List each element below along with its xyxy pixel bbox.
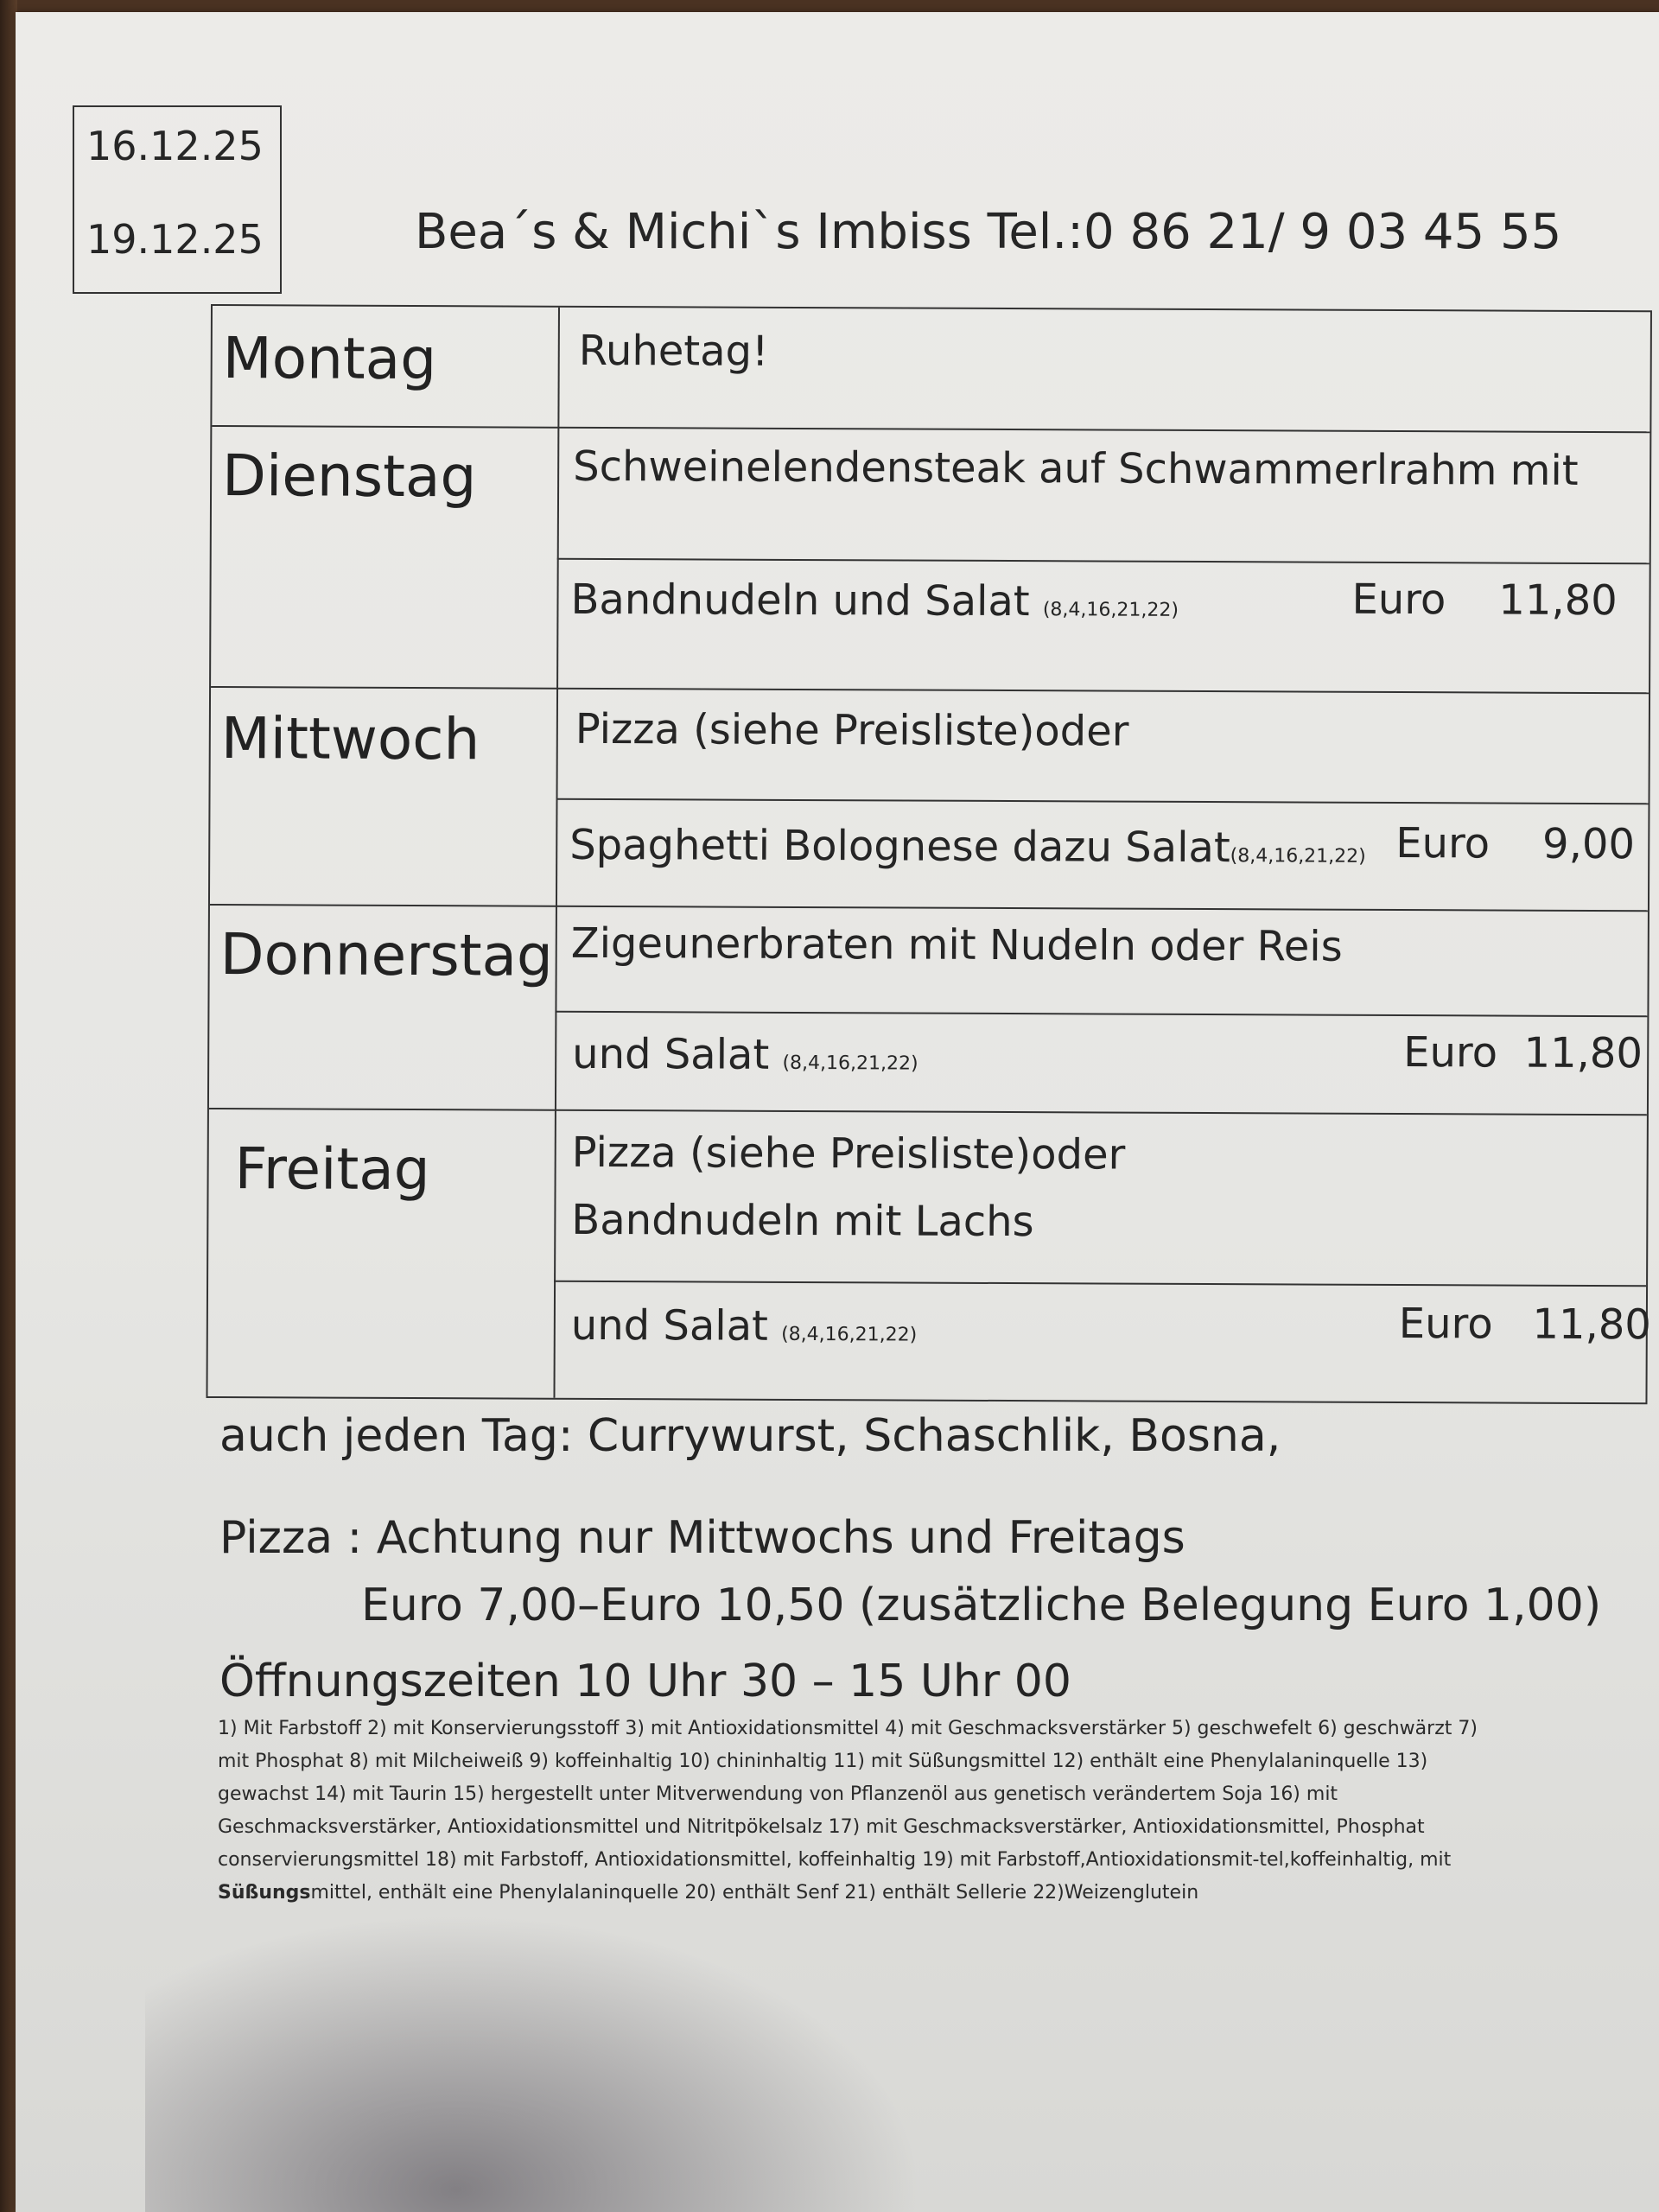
pizza-note: Pizza : Achtung nur Mittwochs und Freitags — [219, 1512, 1185, 1564]
allergen-codes: (8,4,16,21,22) — [782, 1052, 918, 1075]
allergen-codes: (8,4,16,21,22) — [1042, 599, 1179, 621]
price-mittwoch — [1395, 819, 1635, 868]
weekly-menu-table — [206, 304, 1652, 1404]
dish-donnerstag-line1: Zigeunerbraten mit Nudeln oder Reis — [570, 918, 1343, 971]
row-divider — [555, 1011, 1647, 1018]
column-divider — [553, 308, 560, 1398]
price-value: 11,80 — [1498, 575, 1618, 626]
pizza-prices: Euro 7,00–Euro 10,50 (zusätzliche Belegung Euro 1,00) — [361, 1580, 1602, 1631]
footnote-line: Geschmacksverstärker, Antioxidationsmittel und Nitritpökelsalz 17) mit Geschmacksverstärker, Antioxidationsmittel, Phosphat — [218, 1816, 1425, 1838]
day-dienstag: Dienstag — [221, 442, 477, 511]
dish-dienstag-line2 — [570, 575, 1179, 626]
price-freitag — [1399, 1300, 1651, 1349]
dish-dienstag-line1: Schweinelendensteak auf Schwammerlrahm mit — [573, 442, 1579, 495]
footnote-line: gewachst 14) mit Taurin 15) hergestellt unter Mitverwendung von Pflanzenöl aus genetisch verändertem Soja 16) mit — [218, 1783, 1338, 1805]
dish-mittwoch-line1: Pizza (siehe Preisliste)oder — [575, 704, 1129, 756]
shadow — [145, 1913, 923, 2212]
currency: Euro — [1395, 818, 1491, 868]
day-montag: Montag — [222, 325, 437, 393]
dish-montag: Ruhetag! — [578, 326, 769, 376]
dish-mittwoch-text: Spaghetti Bolognese dazu Salat — [569, 820, 1230, 873]
allergen-footnotes — [218, 1713, 1514, 1910]
day-freitag: Freitag — [234, 1135, 430, 1204]
allergen-codes: (8,4,16,21,22) — [1230, 845, 1366, 868]
daily-items: auch jeden Tag: Currywurst, Schaschlik, Bosna, — [219, 1410, 1281, 1462]
footnote-line: conservierungsmittel 18) mit Farbstoff, Antioxidationsmittel, koffeinhaltig 19) mit Farbstoff,Antioxidationsmit-tel,koffeinhaltig, mit — [218, 1849, 1452, 1871]
day-donnerstag: Donnerstag — [219, 921, 554, 989]
date-box — [73, 105, 282, 294]
currency: Euro — [1403, 1028, 1498, 1077]
dish-donnerstag-line2 — [572, 1030, 918, 1080]
opening-hours: Öffnungszeiten 10 Uhr 30 – 15 Uhr 00 — [219, 1656, 1071, 1707]
price-donnerstag — [1403, 1028, 1643, 1077]
row-divider — [209, 1108, 1647, 1116]
currency: Euro — [1398, 1300, 1493, 1349]
price-value: 11,80 — [1532, 1300, 1651, 1350]
footnote-rest: mittel, enthält eine Phenylalaninquelle 20) enthält Senf 21) enthält Sellerie 22)Weizenglutein — [310, 1882, 1199, 1904]
footnote-bold: Süßungs — [218, 1882, 311, 1904]
day-mittwoch: Mittwoch — [220, 705, 480, 773]
background-edge — [0, 0, 17, 2212]
date-to: 19.12.25 — [86, 216, 264, 263]
date-from: 16.12.25 — [86, 123, 264, 169]
row-divider — [211, 686, 1649, 694]
row-divider — [210, 904, 1648, 912]
footnote-line: mit Phosphat 8) mit Milcheiweiß 9) koffeinhaltig 10) chininhaltig 11) mit Süßungsmittel 12) enthält eine Phenylalaninquelle 13) — [218, 1751, 1428, 1772]
allergen-codes: (8,4,16,21,22) — [781, 1323, 918, 1346]
dish-dienstag-text: Bandnudeln und Salat — [570, 575, 1030, 626]
dish-freitag-text: und Salat — [570, 1300, 768, 1351]
row-divider — [556, 798, 1649, 805]
footnote-line — [218, 1877, 1514, 1910]
currency: Euro — [1351, 575, 1446, 625]
dish-freitag-line1: Pizza (siehe Preisliste)oder — [571, 1128, 1126, 1179]
dish-freitag-line1b: Bandnudeln mit Lachs — [571, 1195, 1034, 1247]
dish-mittwoch-line2 — [569, 821, 1366, 873]
price-value: 11,80 — [1523, 1028, 1643, 1078]
page-title: Bea´s & Michi`s Imbiss Tel.:0 86 21/ 9 03 45 55 — [415, 204, 1562, 260]
price-value: 9,00 — [1541, 819, 1636, 869]
dish-freitag-line2 — [571, 1301, 918, 1351]
row-divider — [554, 1281, 1646, 1287]
row-divider — [557, 558, 1649, 565]
dish-donnerstag-text: und Salat — [572, 1029, 770, 1079]
row-divider — [212, 425, 1649, 433]
price-dienstag — [1351, 575, 1617, 625]
footnote-line: 1) Mit Farbstoff 2) mit Konservierungsstoff 3) mit Antioxidationsmittel 4) mit Geschmacksverstärker 5) geschwefelt 6) geschwärzt 7) — [218, 1718, 1478, 1739]
menu-sheet — [16, 12, 1659, 2212]
